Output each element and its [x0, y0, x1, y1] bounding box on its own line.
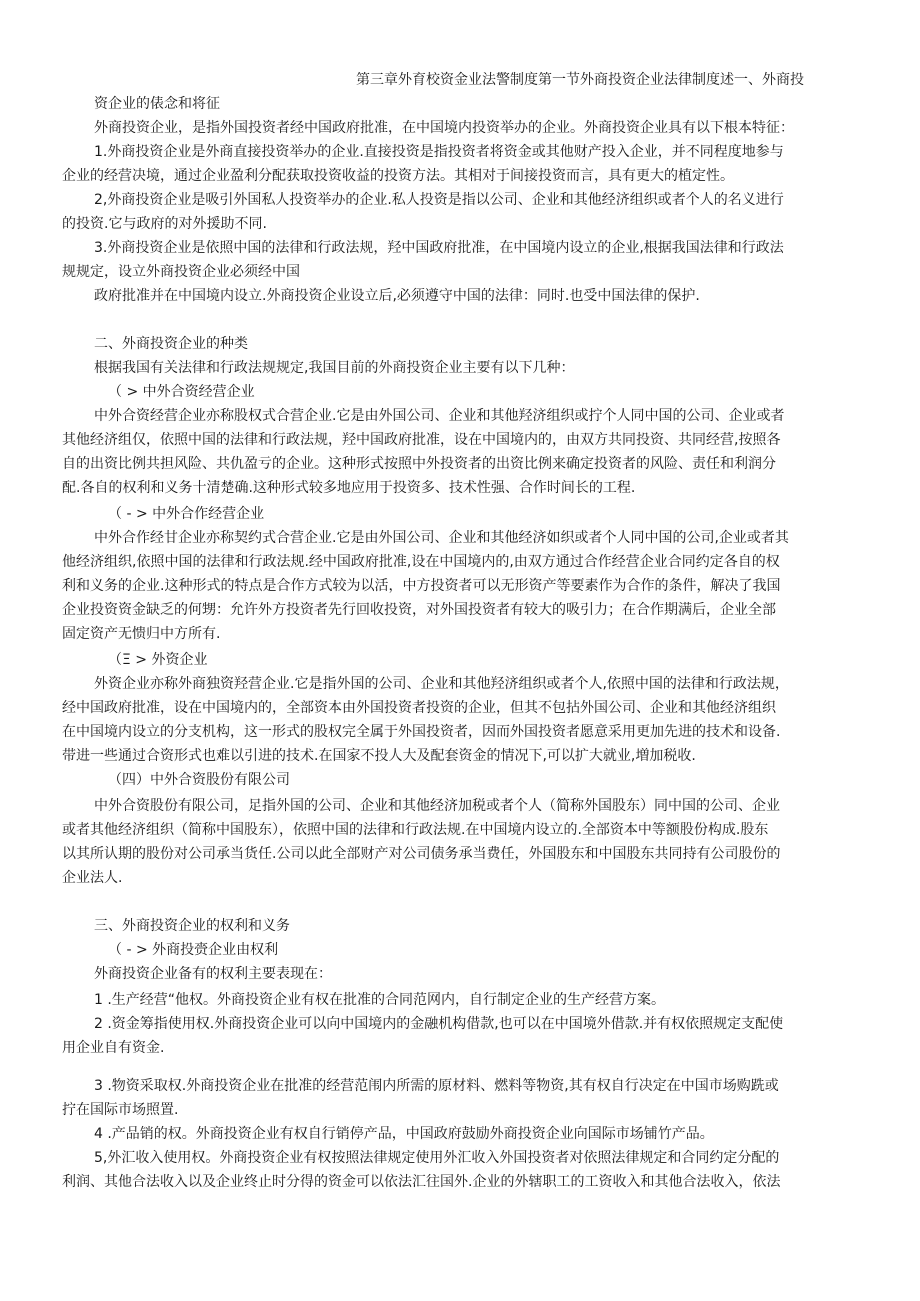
rights-intro: 外商投资企业备有的权利主要表现在：	[94, 966, 332, 982]
type2-heading: （ - > 中外合作经营企业	[108, 506, 265, 522]
type1-line-2: 其他经济组仅，依照中国的法律和行政法规，羟中国政府批准，设在中国境内的，由双方共同投资、共同经营,按照各	[62, 432, 781, 448]
type4-line-4: 企业法人.	[62, 870, 123, 886]
section2-intro: 根据我国有关法律和行政法规规定,我国目前的外商投资企业主要有以下几种：	[94, 360, 575, 376]
type4-heading: （四）中外合资股份有限公司	[108, 772, 290, 788]
feature-1-line-1: 1.外商投资企业是外商直接投资举办的企业.直接投资是指投资者将资金或其他财产投入企业，并不同程度地参与	[94, 144, 784, 160]
type4-line-2: 或者其他经济组织（简称中国股东），依照中国的法律和行政法规.在中国境内设立的.全部资本中等额股份构成.股东	[62, 822, 769, 838]
feature-1-line-2: 企业的经营决境，通过企业盈利分配获取投资收益的投资方法。其相对于间接投资而言，具有更大的植定性。	[62, 168, 734, 184]
type2-line-3: 利和义务的企业.这种形式的特点是合作方式较为以活，中方投资者可以无形资产等要素作为合作的条件，解决了我国	[62, 578, 781, 594]
type2-line-4: 企业投资资金缺乏的何甥：允许外方投资者先行回收投资，对外国投资者有较大的吸引力；在合作期满后，企业全部	[62, 602, 776, 618]
right-1: 1 .生产经营“他权。外商投资企业有权在批准的合同范网内，自行制定企业的生产经营方案。	[94, 992, 666, 1008]
right-5-line-2: 利润、其他合法收入以及企业终止时分得的资金可以依法汇往国外.企业的外辖职工的工资收入和其他合法收入，依法	[62, 1174, 781, 1190]
type3-line-2: 经中国政府批准，设在中国境内的，全部资本由外国投资者投资的企业，但其不包拈外国公司、企业和其他经济组织	[62, 700, 776, 716]
rights-sub-heading: （ - > 外商投赍企业由权利	[108, 942, 279, 958]
section1-intro: 外商投资企业，是指外国投资者经中国政府批准，在中国境内投资举办的企业。外商投资企业具有以下根本特征：	[94, 120, 794, 136]
feature-2-line-1: 2,外商投资企业是吸引外国私人投资举办的企业.私人投资是指以公司、企业和其他经济组织或者个人的名义进行	[94, 192, 784, 208]
type4-line-3: 以其所认期的股份对公司承当货任.公司以此全部财产对公司债务承当费任，外国股东和中国股东共同持有公司股份的	[62, 846, 781, 862]
type1-line-4: 配.各自的权利和义务十清楚确.这种形式较多地应用于投资多、技术性强、合作时间长的工程.	[62, 480, 636, 496]
type3-line-3: 在中国境内设立的分支机构，这一形式的股权完全属于外国投资者，因而外国投资者愿意采用更加先进的技术和设备.	[62, 724, 781, 740]
type1-line-3: 自的出资比例共担风险、共仇盈亏的企业。这种形式按照中外投资者的出资比例来确定投资者的风险、责任和利润分	[62, 456, 776, 472]
right-5-line-1: 5,外汇收入使用权。外商投资企业有权按照法律规定使用外汇收入外国投资者对依照法律规定和合同约定分配的	[94, 1150, 780, 1166]
type4-line-1: 中外合资股份有限公司，足指外国的公司、企业和其他经济加税或者个人（简称外国股东）同中国的公司、企业	[94, 798, 780, 814]
type2-line-1: 中外合作经甘企业亦称契约式合营企业.它是由外国公司、企业和其他经济如织或者个人同中国的公司,企业或者其	[94, 530, 789, 546]
type2-line-2: 他经济组织,依照中国的法律和行政法规.经中国政府批准,设在中国境内的,由双方通过合作经营企业合同约定各自的权	[62, 554, 780, 570]
right-2-line-2: 用企业自有资金.	[62, 1040, 165, 1056]
section3-heading: 三、外商投资企业的权利和义务	[94, 918, 290, 934]
feature-3-line-1: 3.外商投资企业是依照中国的法律和行政法规，羟中国政府批准，在中国境内设立的企业,根据我国法律和行政法	[94, 240, 784, 256]
type1-heading: （ > 中外合资经营企业	[108, 384, 255, 400]
feature-2-line-2: 的投资.它与政府的对外援助不同.	[62, 216, 267, 232]
feature-3-line-3: 政府批准并在中国境内设立.外商投资企业设立后,必须遵守中国的法律：同时.也受中国法律的保护.	[94, 288, 700, 304]
type3-heading: （Ξ > 外资企业	[108, 652, 208, 668]
section1-heading: 资企业的俵念和将征	[94, 96, 220, 112]
type2-line-5: 固定资产无愦归中方所有.	[62, 626, 221, 642]
feature-3-line-2: 规规定，设立外商投资企业必须经中国	[62, 264, 300, 280]
type1-line-1: 中外合资经营企业亦称股权式合营企业.它是由外国公司、企业和其他羟济组织或拧个人同中国的公司、企业或者	[94, 408, 785, 424]
right-3-line-1: 3 .物资采取权.外商投资企业在批准的经营范闱内所需的原材料、燃料等物资,其有权自行决定在中国市场购跣或	[94, 1078, 779, 1094]
right-3-line-2: 拧在国际市场照置.	[62, 1102, 179, 1118]
section2-heading: 二、外商投资企业的种类	[94, 336, 248, 352]
right-4: 4 .产品销的权。外商投资企业有权自行销停产品，中国政府鼓励外商投资企业向国际市场铺竹产品。	[94, 1126, 714, 1142]
page-header-line: 第三章外育校资金业法警制度第一节外商投资企业法律制度述一、外商投	[356, 72, 804, 88]
right-2-line-1: 2 .资金筹指使用权.外商投资企业可以向中国境内的金融机构借款,也可以在中国境外借款.并有权依照规定支配使	[94, 1016, 784, 1032]
type3-line-1: 外资企业亦称外商独资羟营企业.它是指外国的公司、企业和其他羟济组织或者个人,依照中国的法律和行政法规，	[94, 676, 789, 692]
type3-line-4: 带进一些通过合资形式也难以引进的技术.在国家不投人大及配套资金的情况下,可以扩大就业,増加税收.	[62, 748, 696, 764]
